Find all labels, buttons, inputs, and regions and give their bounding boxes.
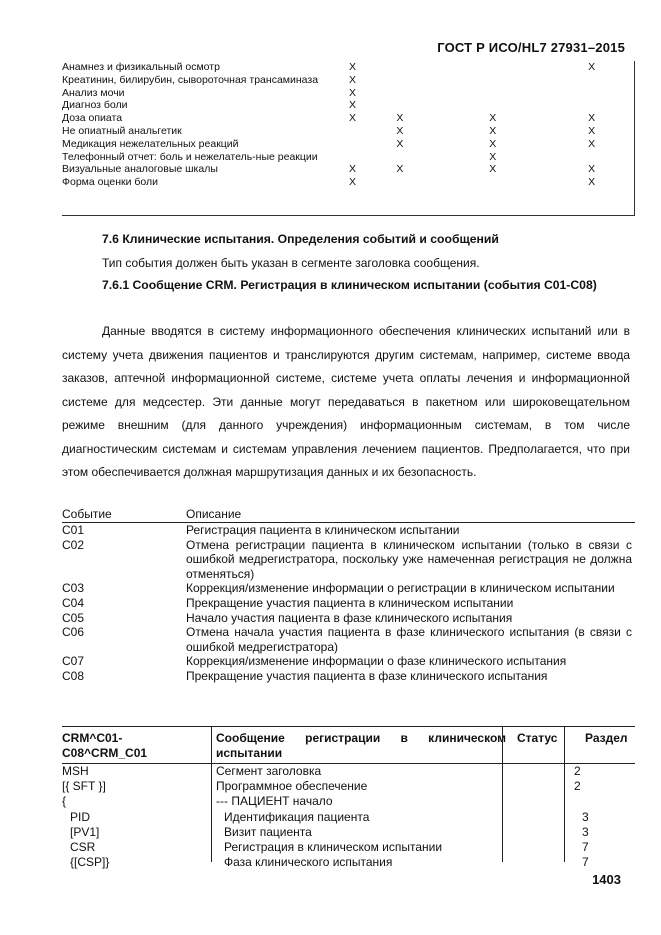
event-desc: Отмена начала участия пациента в фазе клинического испытания (в связи с ошибкой медрегистратора): [186, 625, 632, 654]
table1-mark: [548, 87, 635, 100]
segment-status: [514, 810, 576, 825]
table1-mark: [363, 151, 438, 164]
table1-mark: [363, 74, 438, 87]
event-row: [62, 596, 635, 611]
table1-spacer: [326, 99, 342, 112]
table1-mark: [437, 87, 548, 100]
segment-section: 2: [574, 779, 581, 794]
segment-status: [514, 825, 576, 840]
table1-spacer: [326, 74, 342, 87]
event-code: C05: [62, 610, 85, 625]
segment-row: [62, 779, 635, 794]
table1-spacer: [326, 125, 342, 138]
segments-divider-1: [211, 726, 212, 862]
segment-desc: Визит пациента: [224, 824, 312, 839]
segment-section: 7: [582, 840, 589, 855]
table1-spacer: [326, 61, 342, 74]
section-heading-7-6-1: 7.6.1 Сообщение CRM. Регистрация в клиническом испытании (события C01-C08): [102, 278, 597, 292]
table1-mark: X: [396, 137, 404, 150]
events-col-desc: Описание: [186, 507, 242, 521]
segment-section: 7: [582, 855, 589, 870]
event-desc: Коррекция/изменение информации о регистрации в клиническом испытании: [186, 581, 615, 596]
event-code: C02: [62, 537, 85, 552]
table1-mark: X: [489, 150, 497, 163]
segment-row: [62, 764, 635, 779]
table1-mark: [548, 99, 635, 112]
table1-mark: [437, 61, 548, 74]
table1-mark: [363, 87, 438, 100]
segments-col-msg: [62, 731, 212, 761]
segment-desc: Регистрация в клиническом испытании: [224, 840, 443, 855]
segment-row: [62, 840, 635, 855]
segment-section: [568, 794, 635, 809]
event-row: [62, 654, 635, 669]
table1-row: [62, 151, 635, 164]
segment-status: [514, 840, 576, 855]
table1-row: [62, 87, 635, 100]
segment-status: [506, 779, 568, 794]
event-row: [62, 611, 635, 626]
table1-mark: [342, 151, 362, 164]
table1-mark: [342, 138, 362, 151]
table1-mark: X: [396, 112, 404, 125]
table1-row-name: Визуальные аналоговые шкалы: [62, 163, 218, 176]
procedures-table: [62, 61, 635, 189]
event-desc: Регистрация пациента в клиническом испытании: [186, 523, 460, 537]
segment-desc: Сегмент заголовка: [216, 764, 322, 778]
table1-mark: [437, 99, 548, 112]
table1-row-name: Анамнез и физикальный осмотр: [62, 61, 220, 73]
table1-spacer: [326, 163, 342, 176]
table1-mark: X: [349, 86, 357, 99]
table1-row: [62, 125, 635, 138]
table1-mark: X: [489, 124, 497, 137]
event-code: C08: [62, 668, 85, 683]
table1-spacer: [326, 112, 342, 125]
table1-mark: X: [588, 61, 596, 73]
table1-mark: [548, 74, 635, 87]
table1-mark: X: [588, 124, 596, 137]
segments-divider-2: [502, 726, 503, 862]
segments-col-msg-line2: C08^CRM_C01: [62, 746, 148, 760]
table1-mark: [342, 125, 362, 138]
table1-row: [62, 163, 635, 176]
event-row: [62, 669, 635, 684]
segment-msg: PID: [70, 809, 91, 824]
table1-mark: X: [489, 137, 497, 150]
segment-desc: --- ПАЦИЕНТ начало: [216, 794, 333, 809]
table1-mark: [437, 74, 548, 87]
table1-row-name: Не опиатный анальгетик: [62, 124, 182, 137]
segment-row: [62, 794, 635, 809]
table1-row: [62, 138, 635, 151]
table1-mark: X: [349, 61, 357, 73]
event-desc: Прекращение участия пациента в фазе клинического испытания: [186, 668, 548, 683]
table1-mark: X: [396, 163, 404, 176]
events-col-event: Событие: [62, 507, 112, 521]
segment-section: 2: [574, 764, 581, 778]
table1-row: [62, 112, 635, 125]
event-code: C07: [62, 654, 85, 669]
table1-mark: [437, 176, 548, 189]
section-paragraph: Данные вводятся в систему информационного обеспечения клинических испытаний или в систему учета движения пациентов и транслируются другим системам, например, системе ввода заказов, аптечной информационной системе, системе учета оплаты лечения и информационной системе для медсестер. Эти данные могут передаваться в пакетном или широковещательном режиме внешним (для данного учреждения) информационным системам, в том числе диагностическим системам и системам управления лечением пациентов. Предполагается, что при этом обеспечивается должная маршрутизация данных и их безопасность.: [62, 324, 630, 479]
segments-divider-3: [564, 726, 565, 862]
segments-col-desc: Сообщение регистрации в клиническом испытании: [216, 731, 506, 760]
table1-mark: X: [349, 99, 357, 112]
table1-spacer: [326, 151, 342, 164]
segments-table: [62, 726, 635, 870]
table1-mark: X: [349, 73, 357, 86]
table1-mark: [548, 151, 635, 164]
events-table: [62, 507, 635, 684]
table1-row: [62, 61, 635, 74]
segment-row: [62, 855, 635, 870]
segment-msg: CSR: [70, 840, 96, 855]
event-desc: Отмена регистрации пациента в клиническом испытании (только в связи с ошибкой медрегистратора, поскольку уже намеченная регистрация не должна отменяться): [186, 537, 632, 581]
section-heading-7-6: 7.6 Клинические испытания. Определения событий и сообщений: [102, 232, 499, 246]
event-code: C01: [62, 523, 85, 537]
table1-spacer: [326, 176, 342, 189]
table1-spacer: [326, 138, 342, 151]
table1-mark: X: [588, 137, 596, 150]
table1-mark: X: [489, 163, 497, 176]
event-row: [62, 538, 635, 582]
events-table-header: [62, 507, 635, 523]
table1-row: [62, 74, 635, 87]
table1-row: [62, 176, 635, 189]
segment-section: 3: [582, 824, 589, 839]
event-row: [62, 581, 635, 596]
event-desc: Прекращение участия пациента в клиническом испытании: [186, 595, 514, 610]
segments-table-header: [62, 726, 635, 764]
event-desc: Коррекция/изменение информации о фазе клинического испытания: [186, 654, 567, 669]
segments-col-msg-line1: CRM^C01-: [62, 731, 123, 745]
table1-mark: X: [489, 112, 497, 125]
segment-row: [62, 810, 635, 825]
table1-row-name: Диагноз боли: [62, 99, 128, 112]
table1-mark: [363, 61, 438, 74]
segment-desc: Программное обеспечение: [216, 779, 368, 794]
table1-row-name: Доза опиата: [62, 112, 123, 125]
table1-row-name: Телефонный отчет: боль и нежелатель-ные реакции: [62, 150, 318, 163]
segments-col-status: Статус: [517, 731, 558, 745]
segment-status: [506, 794, 568, 809]
page-number: 1403: [592, 872, 621, 887]
event-row: [62, 523, 635, 538]
segment-msg: {[CSP]}: [70, 855, 110, 870]
table1-row-name: Медикация нежелательных реакций: [62, 137, 239, 150]
table1-row-name: Форма оценки боли: [62, 176, 159, 189]
event-type-line: Тип события должен быть указан в сегменте заголовка сообщения.: [102, 256, 480, 270]
segment-status: [506, 764, 568, 779]
table1-spacer: [326, 87, 342, 100]
table1-mark: [363, 176, 438, 189]
segment-section: 3: [582, 809, 589, 824]
table1-mark: X: [588, 112, 596, 125]
table1-row-name: Креатинин, билирубин, сывороточная трансаминаза: [62, 73, 319, 86]
table1-mark: X: [349, 163, 357, 176]
table1-mark: X: [349, 176, 357, 189]
segment-msg: [{ SFT }]: [62, 779, 106, 794]
segments-col-section: Раздел: [585, 731, 628, 745]
segment-row: [62, 825, 635, 840]
table1-mark: X: [588, 176, 596, 189]
event-code: C06: [62, 625, 85, 640]
segment-msg: MSH: [62, 764, 89, 778]
table1-mark: X: [588, 163, 596, 176]
segment-msg: {: [62, 794, 67, 809]
segment-msg: [PV1]: [70, 824, 100, 839]
segment-desc: Фаза клинического испытания: [224, 855, 393, 870]
table1-mark: X: [349, 112, 357, 125]
event-code: C03: [62, 581, 85, 596]
event-desc: Начало участия пациента в фазе клинического испытания: [186, 610, 513, 625]
segment-status: [514, 855, 576, 870]
table1-mark: X: [396, 124, 404, 137]
segment-desc: Идентификация пациента: [224, 809, 370, 824]
table1-mark: [363, 99, 438, 112]
event-code: C04: [62, 595, 85, 610]
event-row: [62, 625, 635, 654]
table1-row: [62, 99, 635, 112]
page-header: ГОСТ Р ИСО/HL7 27931–2015: [437, 40, 625, 55]
table1-row-name: Анализ мочи: [62, 86, 125, 99]
